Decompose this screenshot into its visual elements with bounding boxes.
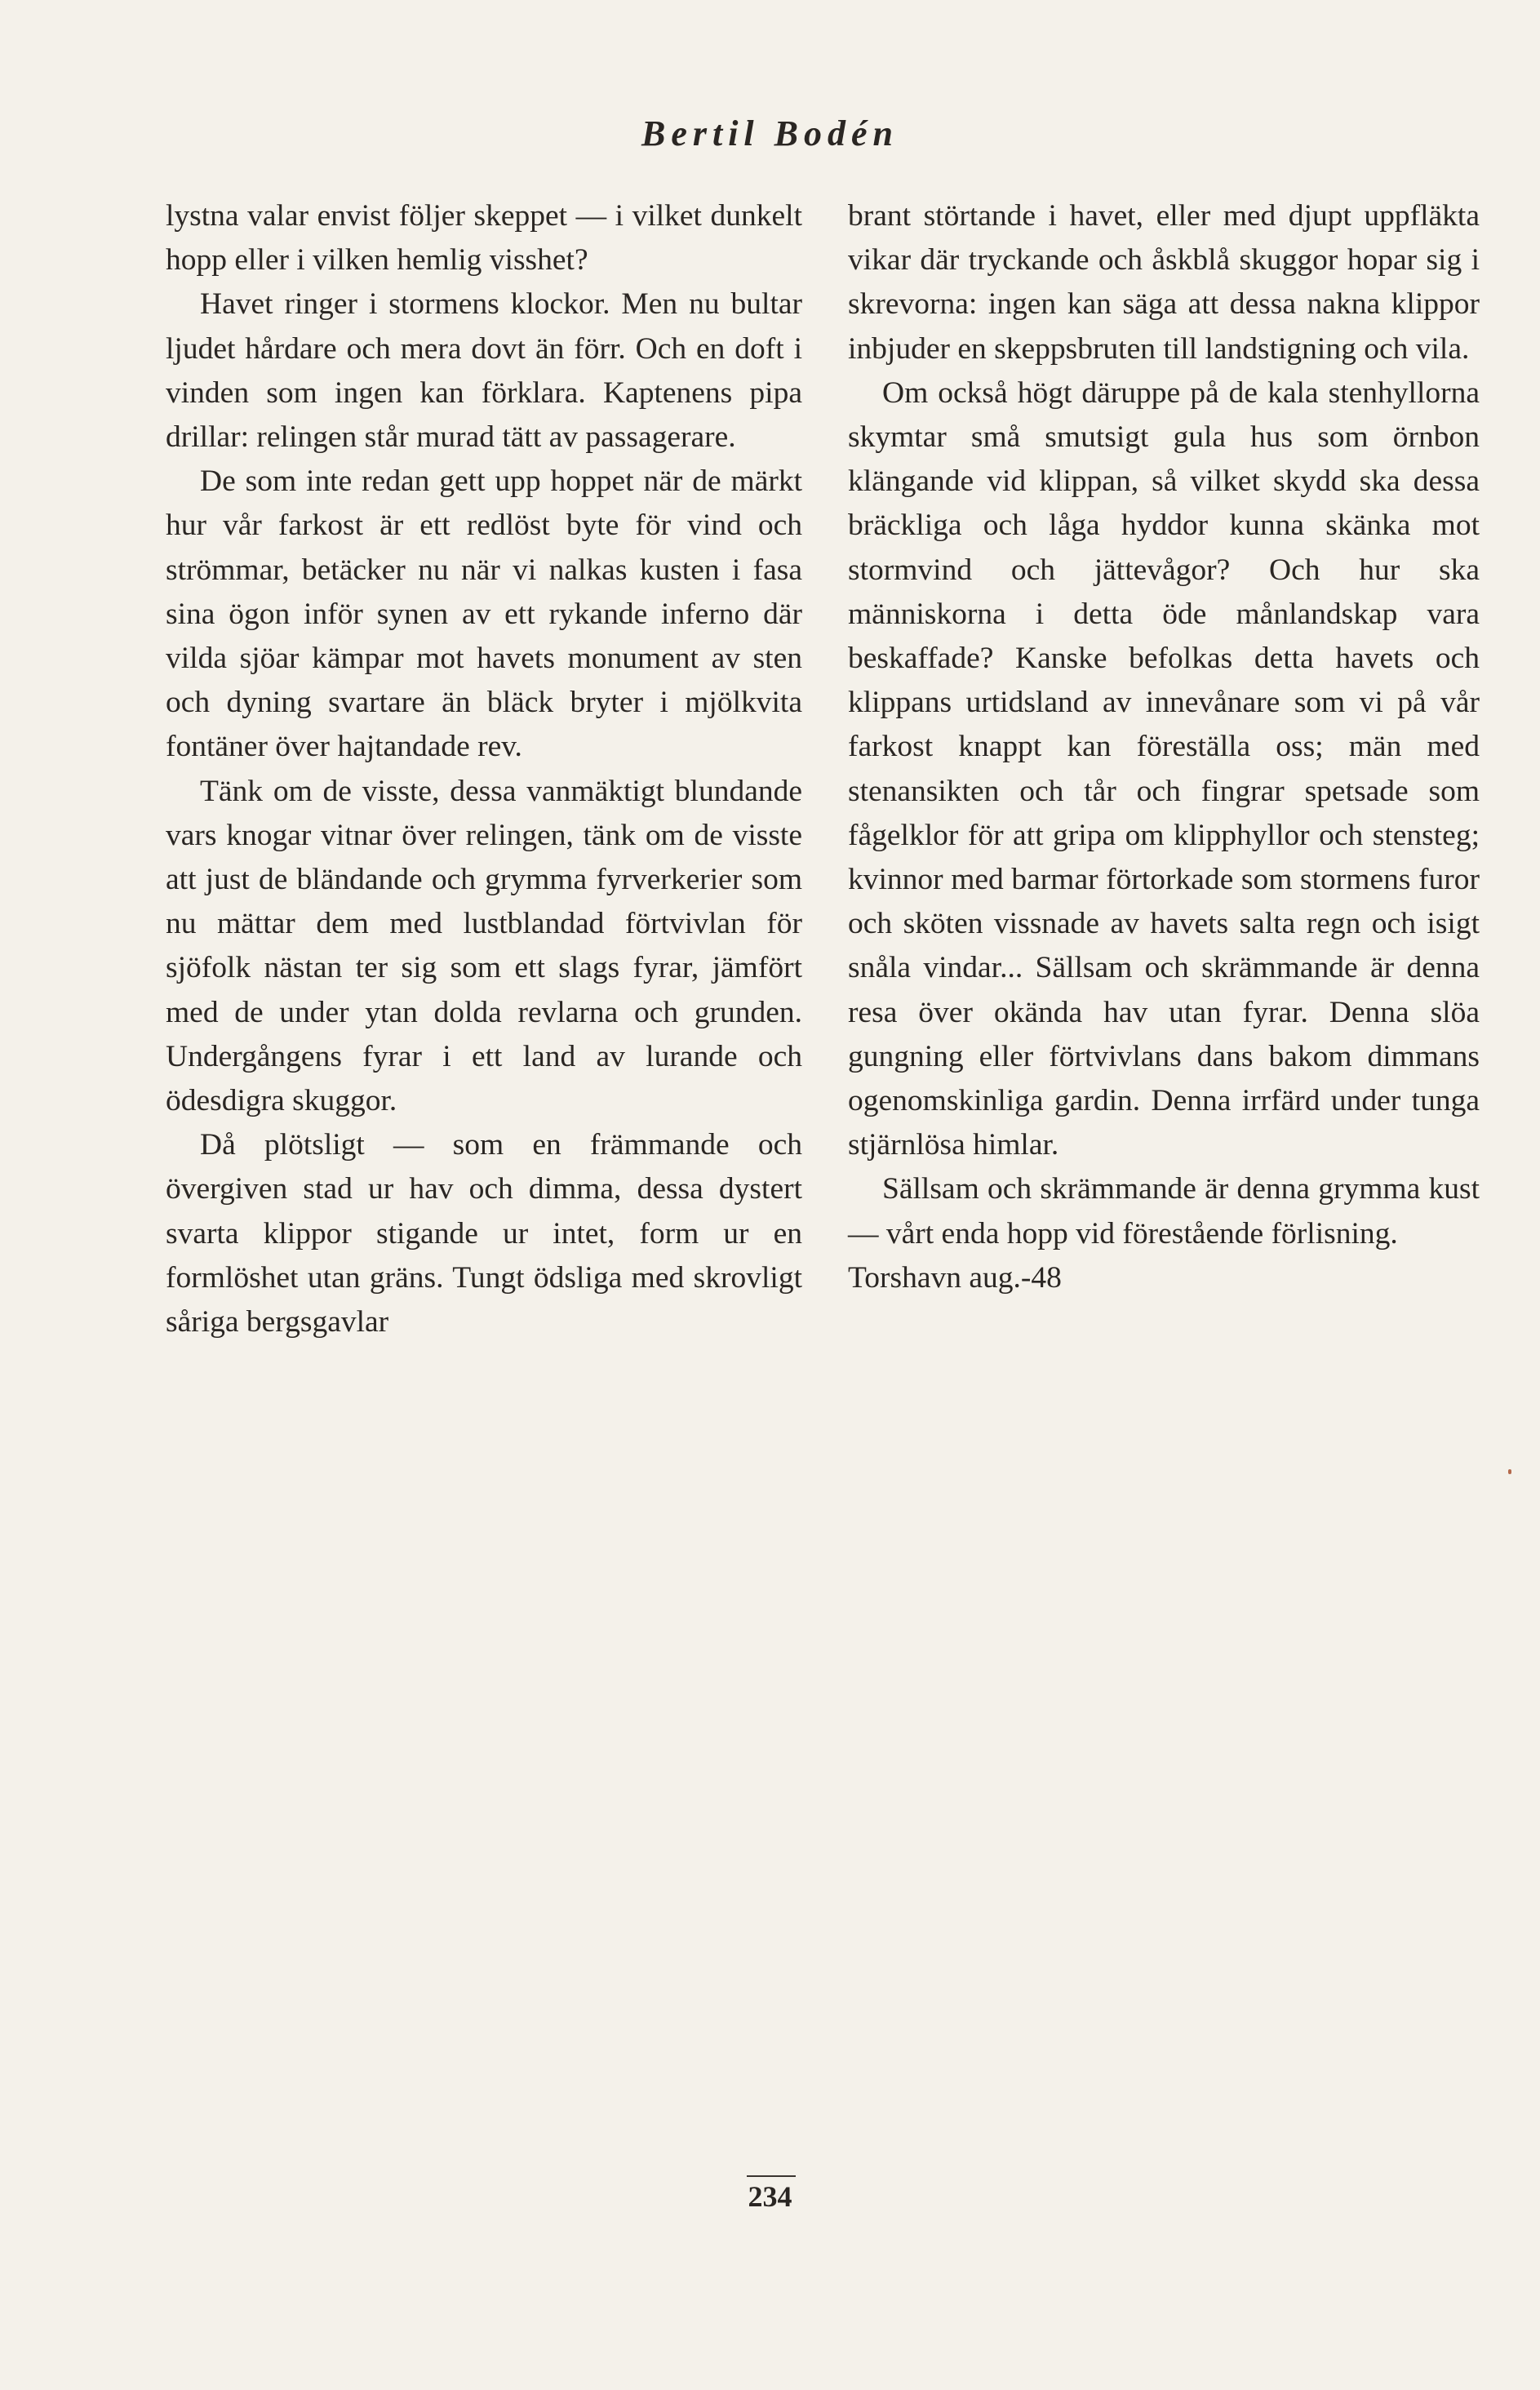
paper-speck <box>1508 1469 1511 1474</box>
paragraph: brant störtande i havet, eller med djupt uppfläkta vikar där tryckande och åskblå skuggor hopar sig i skrevorna: ingen kan säga att dessa nakna klippor inbjuder en skeppsbruten till landstigning och vila. <box>848 199 1480 366</box>
left-text-column <box>166 194 802 1344</box>
paragraph: Tänk om de visste, dessa vanmäktigt blundande vars knogar vitnar över relingen, tänk om de visste att just de bländande och grymma fyrverkerier som nu mättar dem med lustblandad förtvivlan för sjöfolk nästan ter sig som ett slags fyrar, jämfört med de under ytan dolda revlarna och grunden. Undergångens fyrar i ett land av lurande och ödesdigra skuggor. <box>166 774 802 1118</box>
place-date-signature: Torshavn aug.-48 <box>848 1260 1062 1295</box>
paragraph: Sällsam och skrämmande är denna grymma kust — vårt enda hopp vid förestående förlisning. <box>848 1172 1480 1251</box>
right-text-column <box>848 194 1480 1300</box>
paragraph: Då plötsligt — som en främmande och övergiven stad ur hav och dimma, dessa dystert svarta klippor stigande ur intet, form ur en formlöshet utan gräns. Tungt ödsliga med skrovligt såriga bergsgavlar <box>166 1128 802 1339</box>
paragraph: Havet ringer i stormens klockor. Men nu bultar ljudet hårdare och mera dovt än förr. Och en doft i vinden som ingen kan förklara. Kaptenens pipa drillar: relingen står murad tätt av passagerare. <box>166 287 802 455</box>
running-header-author: Bertil Bodén <box>641 113 899 153</box>
paragraph: Om också högt däruppe på de kala stenhyllorna skymtar små smutsigt gula hus som örnbon klängande vid klippan, så vilket skydd ska dessa bräckliga och låga hyddor kunna skänka mot stormvind och jättevågor? Och hur ska människorna i detta öde månlandskap vara beskaffade? Kanske befolkas detta havets och klippans urtidsland av innevånare som vi på vår farkost knappt kan föreställa oss; män med stenansikten och tår och fingrar spetsade som fågelklor för att gripa om klipphyllor och stensteg; kvinnor med barmar förtorkade som stormens furor och sköten vissnade av havets salta regn och isigt snåla vindar... Sällsam och skrämmande är denna resa över okända hav utan fyrar. Denna slöa gungning eller förtvivlans dans bakom dimmans ogenomskinliga gardin. Denna irrfärd under tunga stjärnlösa himlar. <box>848 375 1480 1162</box>
page-number: 234 <box>748 2180 792 2213</box>
page-number-rule <box>747 2175 796 2177</box>
paragraph: De som inte redan gett upp hoppet när de märkt hur vår farkost är ett redlöst byte för vind och strömmar, betäcker nu när vi nalkas kusten i fasa sina ögon inför synen av ett rykande inferno där vilda sjöar kämpar mot havets monument av sten och dyning svartare än bläck bryter i mjölkvita fontäner över hajtandade rev. <box>166 464 802 764</box>
paragraph: lystna valar envist följer skeppet — i vilket dunkelt hopp eller i vilken hemlig visshet? <box>166 199 802 278</box>
